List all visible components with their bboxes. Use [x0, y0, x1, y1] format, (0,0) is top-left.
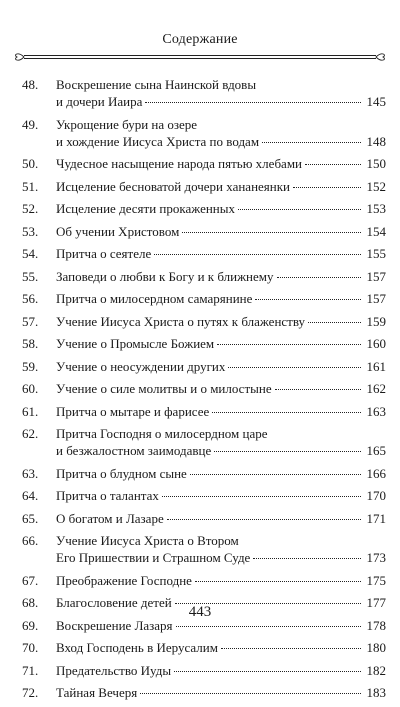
toc-entry-title: Исцеление бесноватой дочери хананеянки — [56, 178, 291, 194]
toc-entry-number: 52. — [22, 201, 39, 216]
toc-entry — [22, 335, 386, 352]
toc-entry-number: 64. — [22, 488, 39, 503]
toc-entry-first-line — [22, 532, 386, 549]
dot-leader — [275, 389, 361, 390]
dot-leader — [140, 693, 361, 694]
toc-entry-title: Притча о милосердном самарянине — [56, 291, 253, 306]
toc-entry-first-line — [22, 335, 386, 352]
dot-leader — [277, 277, 361, 278]
dot-leader — [221, 648, 361, 649]
toc-entry-title: Вход Господень в Иерусалим — [56, 640, 218, 655]
page-number: 443 — [188, 604, 212, 620]
toc-entry — [22, 403, 386, 420]
toc-entry-page-number: 165 — [366, 443, 386, 458]
toc-entry — [22, 116, 386, 150]
toc-entry — [22, 76, 386, 110]
dot-leader — [228, 367, 361, 368]
toc-entry-title: Притча о талантах — [56, 488, 159, 503]
toc-entry-first-line — [22, 465, 386, 482]
toc-entry-first-line — [22, 380, 386, 397]
toc-entry-page-number: 157 — [366, 291, 386, 306]
dot-leader — [195, 581, 361, 582]
toc-entry-title: Укрощение бури на озере — [56, 116, 198, 132]
toc-entry-first-line — [22, 223, 386, 240]
toc-entry-page-number: 159 — [366, 313, 386, 329]
dot-leader — [190, 474, 361, 475]
toc-entry-number: 55. — [22, 268, 39, 284]
toc-entry — [22, 380, 386, 397]
toc-entry-page-number: 178 — [366, 617, 386, 633]
dot-leader — [293, 187, 361, 188]
dot-leader — [238, 209, 361, 210]
toc-entry-number: 51. — [22, 178, 39, 194]
toc-entry — [22, 200, 386, 217]
toc-entry-number: 48. — [22, 77, 39, 92]
toc-entry-first-line — [22, 268, 386, 285]
dot-leader — [145, 102, 361, 103]
running-header: Содержание — [162, 32, 238, 47]
dot-leader — [308, 322, 361, 323]
toc-entry — [22, 178, 386, 195]
toc-entry-title: Воскрешение сына Наинской вдовы — [56, 77, 257, 92]
toc-entry-number: 67. — [22, 572, 39, 588]
dot-leader — [174, 671, 361, 672]
toc-entry-number: 61. — [22, 403, 39, 419]
toc-entry-number: 58. — [22, 336, 39, 351]
toc-entry — [22, 245, 386, 262]
toc-entry-title: Учение о неосуждении других — [56, 358, 226, 374]
toc-entry-number: 70. — [22, 640, 39, 655]
toc-entry-first-line — [22, 245, 386, 262]
toc-entry-title: Тайная Вечеря — [56, 685, 138, 700]
toc-entry-number: 57. — [22, 313, 39, 329]
toc-entry-number: 49. — [22, 116, 39, 132]
toc-entry-number: 50. — [22, 156, 39, 171]
toc-entry-first-line — [22, 313, 386, 330]
toc-entry-number: 54. — [22, 246, 39, 261]
toc-entry-first-line — [22, 116, 386, 133]
toc-entry-number: 53. — [22, 223, 39, 239]
toc-entry — [22, 358, 386, 375]
toc-entry — [22, 223, 386, 240]
toc-entry-first-line — [22, 662, 386, 679]
toc-entry-title: и дочери Иаира — [56, 94, 143, 109]
toc-entry-title: Учение Иисуса Христа о Втором — [56, 533, 239, 548]
toc-entry-page-number: 160 — [366, 336, 386, 351]
toc-entry-title: Предательство Иуды — [56, 662, 172, 678]
toc-entry-title: и безжалостном заимодавце — [56, 443, 212, 458]
toc-entry-page-number: 177 — [366, 595, 386, 610]
toc-entry-first-line — [22, 155, 386, 172]
toc-entry-first-line — [22, 200, 386, 217]
toc-entry — [22, 532, 386, 566]
toc-entry-first-line — [22, 403, 386, 420]
toc-entry-page-number: 152 — [366, 178, 386, 194]
toc-entry — [22, 155, 386, 172]
toc-entry-number: 56. — [22, 291, 39, 306]
toc-entry-title: Заповеди о любви к Богу и к ближнему — [56, 268, 274, 284]
toc-entry — [22, 290, 386, 307]
toc-entry-first-line — [22, 684, 386, 701]
toc-entry-title: Притча о блудном сыне — [56, 465, 187, 481]
toc-entry-continuation-line — [22, 442, 386, 459]
toc-entry-number: 65. — [22, 510, 39, 526]
toc-entry-page-number: 150 — [366, 156, 386, 171]
dot-leader — [212, 412, 361, 413]
toc-entry-title: Учение о Промысле Божием — [56, 336, 215, 351]
toc-entry-page-number: 180 — [366, 640, 386, 655]
toc-entry-first-line — [22, 510, 386, 527]
toc-entry-number: 71. — [22, 662, 39, 678]
toc-entry-number: 66. — [22, 533, 39, 548]
dot-leader — [253, 558, 361, 559]
toc-entry-number: 62. — [22, 426, 39, 441]
toc-entry-page-number: 163 — [366, 403, 386, 419]
toc-entry-number: 63. — [22, 465, 39, 481]
dot-leader — [162, 496, 361, 497]
toc-entry-page-number: 182 — [366, 662, 386, 678]
toc-entry-number: 68. — [22, 595, 39, 610]
toc-entry-page-number: 162 — [366, 381, 386, 396]
dot-leader — [167, 519, 361, 520]
toc-entry — [22, 639, 386, 656]
toc-entry-title: Учение Иисуса Христа о путях к блаженству — [56, 313, 306, 329]
toc-entry-number: 59. — [22, 358, 39, 374]
toc-entry-first-line — [22, 76, 386, 93]
toc-entry-title: О богатом и Лазаре — [56, 510, 164, 526]
toc-entry — [22, 268, 386, 285]
toc-entry-number: 60. — [22, 381, 39, 396]
toc-entry-page-number: 183 — [366, 685, 386, 700]
toc-entry-title: Его Пришествии и Страшном Суде — [56, 550, 251, 565]
toc-entry-title: Чудесное насыщение народа пятью хлебами — [56, 156, 303, 171]
toc-entry-title: Притча Господня о милосердном царе — [56, 426, 268, 441]
toc-entry-continuation-line — [22, 133, 386, 150]
toc-entry — [22, 510, 386, 527]
toc-entry-title: Благословение детей — [56, 595, 172, 610]
toc-entry-page-number: 155 — [366, 246, 386, 261]
toc-entry-title: Об учении Христовом — [56, 223, 180, 239]
toc-entry-first-line — [22, 487, 386, 504]
toc-entry-title: Преображение Господне — [56, 572, 192, 588]
toc-entry-number: 72. — [22, 685, 39, 700]
toc-entry-first-line — [22, 358, 386, 375]
toc-entry-first-line — [22, 290, 386, 307]
toc-entry-title: Исцеление десяти прокаженных — [56, 201, 235, 216]
toc-entry-page-number: 157 — [366, 268, 386, 284]
toc-entry-page-number: 145 — [366, 94, 386, 109]
toc-entry-first-line — [22, 178, 386, 195]
toc-entry-page-number: 148 — [366, 133, 386, 149]
toc-entry — [22, 662, 386, 679]
toc-entry — [22, 684, 386, 701]
dot-leader — [262, 142, 361, 143]
toc-entry-page-number: 166 — [366, 465, 386, 481]
toc-entry-page-number: 153 — [366, 201, 386, 216]
dot-leader — [214, 451, 361, 452]
toc-entry-continuation-line — [22, 93, 386, 110]
dot-leader — [182, 232, 361, 233]
toc-entry-title: Притча о сеятеле — [56, 246, 152, 261]
toc-entry-first-line — [22, 639, 386, 656]
toc-entry-first-line — [22, 425, 386, 442]
toc-entry — [22, 465, 386, 482]
toc-entry — [22, 425, 386, 459]
toc-entry-page-number: 175 — [366, 572, 386, 588]
toc-entry-page-number: 171 — [366, 510, 386, 526]
toc-entry-continuation-line — [22, 549, 386, 566]
dot-leader — [154, 254, 361, 255]
dot-leader — [305, 164, 361, 165]
toc-entry-title: Притча о мытаре и фарисее — [56, 403, 210, 419]
toc-entry-number: 69. — [22, 617, 39, 633]
dot-leader — [255, 299, 361, 300]
toc-entry-title: и хождение Иисуса Христа по водам — [56, 133, 260, 149]
toc-entry-first-line — [22, 572, 386, 589]
toc-entry — [22, 487, 386, 504]
toc-entry-page-number: 161 — [366, 358, 386, 374]
toc-entry-title: Воскрешение Лазаря — [56, 617, 173, 633]
toc-entry — [22, 572, 386, 589]
dot-leader — [217, 344, 361, 345]
toc-entry-page-number: 170 — [366, 488, 386, 503]
toc-entry — [22, 313, 386, 330]
header-ornament-rule — [14, 50, 386, 64]
dot-leader — [176, 626, 361, 627]
toc-entry-page-number: 154 — [366, 223, 386, 239]
toc-entry-title: Учение о силе молитвы и о милостыне — [56, 381, 272, 396]
toc-entry-page-number: 173 — [366, 550, 386, 565]
